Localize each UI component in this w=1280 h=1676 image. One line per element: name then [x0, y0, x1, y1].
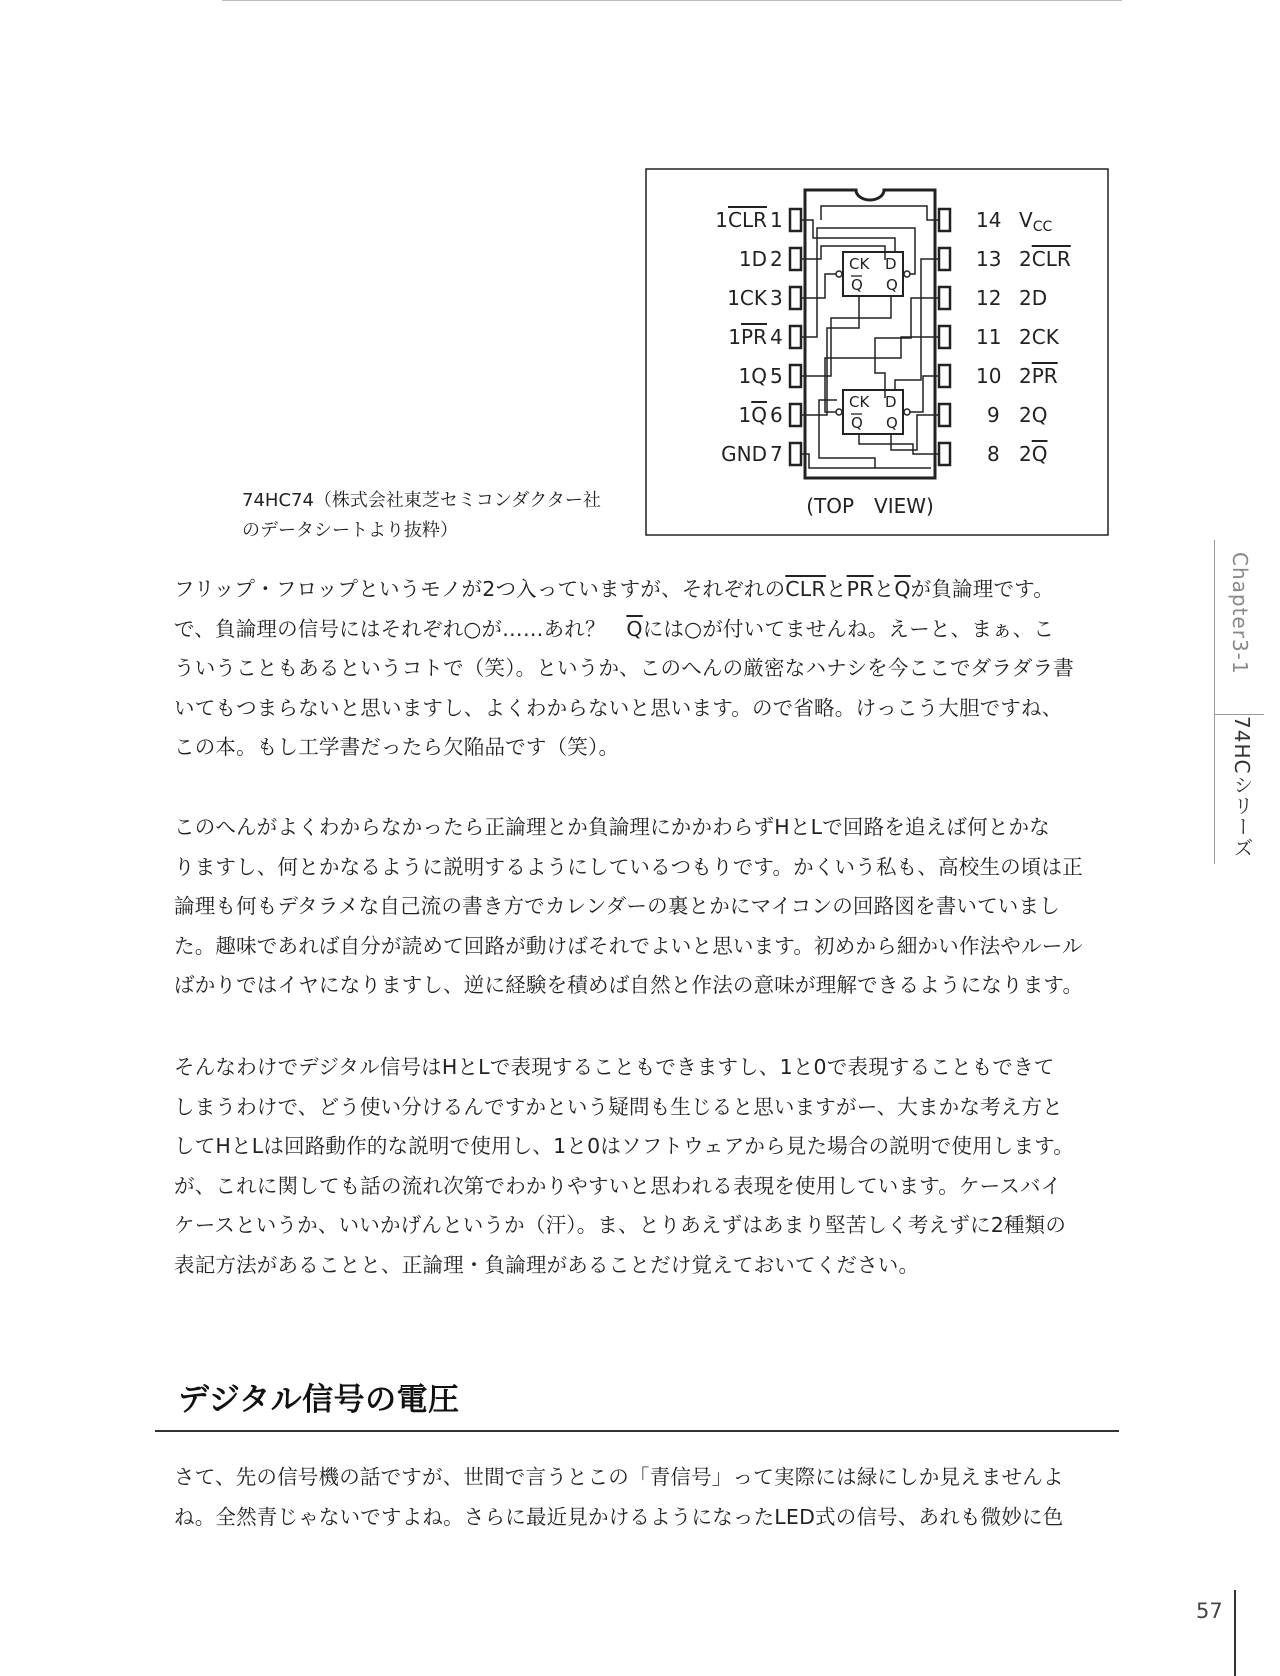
p3-line-1: そんなわけでデジタル信号はHとLで表現することもできますし、1と0で表現することもできて	[174, 1055, 1055, 1079]
pin-12-label: 2D	[1019, 286, 1048, 310]
ff2-ck-label: CK	[849, 393, 870, 411]
pin-6-number: 6	[770, 403, 783, 427]
p3-line-4: が、これに関しても話の流れ次第でわかりやすいと思われる表現を使用しています。ケースバイ	[174, 1173, 1062, 1198]
p3-line-2: しまうわけで、どう使い分けるんですかという疑問も生じると思いますがー、大まかな考え方と	[174, 1094, 1063, 1119]
p1-line-4: いてもつまらないと思いますし、よくわからないと思います。ので省略。けっこう大胆ですね、	[174, 695, 1063, 720]
p1-line-1: フリップ・フロップというモノが2つ入っていますが、それぞれの$\overline{CLR}$と$\overline{PR}$と$\overline{Q}$が負論理です。	[174, 577, 1054, 601]
pin-4-number: 4	[770, 325, 783, 349]
left-pin-labels	[715, 208, 782, 466]
pin-10-number: 10	[976, 364, 1002, 388]
side-tab-divider	[1214, 540, 1215, 714]
p4-line-2: ね。全然青じゃないですよね。さらに最近見かけるようになったLED式の信号、あれも微妙に色	[174, 1504, 1064, 1529]
pin-9-label: 2Q	[1019, 403, 1048, 427]
pin-3-label: 1CK	[727, 286, 767, 310]
p2-line-1: このへんがよくわからなかったら正論理とか負論理にかかわらずHとLで回路を追えば何とかな	[174, 815, 1050, 839]
pin-13-number: 13	[976, 247, 1002, 271]
heading-rule	[155, 1430, 1119, 1432]
right-pin-labels	[976, 208, 1071, 466]
page-number-rule	[1234, 1590, 1236, 1676]
side-tab-divider	[1214, 714, 1215, 864]
caption-line-2: のデータシートより抜粋）	[242, 520, 458, 541]
pin-14-label: $V_{CC}$	[1019, 208, 1053, 235]
pin-13-label: 2CLR	[1019, 247, 1071, 271]
p3-line-3: してHとLは回路動作的な説明で使用し、1と0はソフトウェアから見た場合の説明で使用します。	[174, 1134, 1074, 1158]
pin-1-label: 1CLR	[715, 208, 767, 232]
page-number: 57	[1196, 1599, 1223, 1623]
pin-8-label: 2Q	[1019, 442, 1048, 466]
top-rule	[222, 0, 1122, 1]
pin-2-label: 1D	[738, 247, 767, 271]
internal-wiring	[801, 206, 939, 468]
pin-11-number: 11	[976, 325, 1002, 349]
paragraph-3	[174, 1048, 1124, 1285]
ff1-ck-label: CK	[849, 255, 870, 273]
p4-line-1: さて、先の信号機の話ですが、世間で言うとこの「青信号」って実際には緑にしか見えませんよ	[174, 1465, 1064, 1489]
pin-6-label: 1Q	[738, 403, 767, 427]
pin-14-number: 14	[976, 208, 1002, 232]
ff1-d-label: D	[885, 255, 897, 273]
pin-12-number: 12	[976, 286, 1002, 310]
ff1-qbar-label: Q	[851, 276, 863, 294]
figure-caption	[242, 486, 601, 546]
paragraph-4	[174, 1458, 1124, 1537]
left-pin-stubs	[790, 209, 801, 465]
right-pin-stubs	[939, 209, 950, 465]
pin-7-label: GND	[721, 442, 767, 466]
caption-line-1: 74HC74（株式会社東芝セミコンダクター社	[242, 490, 601, 511]
p2-line-3: 論理も何もデタラメな自己流の書き方でカレンダーの裏とかにマイコンの回路図を書いていまし	[174, 894, 1060, 918]
ff2-q-label: Q	[886, 414, 898, 432]
side-tab-chapter: Chapter3-1	[1228, 552, 1252, 675]
p1-line-3: ういうこともあるというコトで（笑）。というか、このへんの厳密なハナシを今ここでダラダラ書	[174, 656, 1074, 680]
side-tab-divider	[1214, 714, 1264, 715]
pin-2-number: 2	[770, 247, 783, 271]
pin-5-label: 1Q	[738, 364, 767, 388]
pin-11-label: 2CK	[1019, 325, 1059, 349]
section-heading: デジタル信号の電圧	[178, 1382, 460, 1418]
ff1-q-label: Q	[886, 276, 898, 294]
pin-8-number: 8	[987, 442, 1000, 466]
p1-line-5: この本。もし工学書だったら欠陥品です（笑）。	[174, 735, 620, 759]
pin-9-number: 9	[987, 403, 1000, 427]
pin-1-number: 1	[770, 208, 783, 232]
p2-line-5: ばかりではイヤになりますし、逆に経験を積めば自然と作法の意味が理解できるようになります。	[174, 973, 1084, 997]
paragraph-1	[174, 570, 1124, 768]
p3-line-5: ケースというか、いいかげんというか（汗）。ま、とりあえずはあまり堅苦しく考えずに2種類の	[174, 1213, 1067, 1237]
flip-flop-labels	[849, 255, 898, 432]
top-view-label: (TOP VIEW)	[806, 494, 934, 518]
pin-4-label: 1PR	[728, 325, 767, 349]
p2-line-2: りますし、何とかなるように説明するようにしているつもりです。かくいう私も、高校生の頃は正	[174, 854, 1083, 879]
p1-line-2: で、負論理の信号にはそれぞれ○が……あれ？ $\overline{Q}$には○が付いてませんね。えーと、まぁ、こ	[174, 616, 1055, 641]
ff2-qbar-label: Q	[851, 414, 863, 432]
p3-line-6: 表記方法があることと、正論理・負論理があることだけ覚えておいてください。	[174, 1252, 920, 1277]
pin-3-number: 3	[770, 286, 783, 310]
ff2-d-label: D	[885, 393, 897, 411]
ic-pinout-diagram	[645, 168, 1109, 536]
p2-line-4: た。趣味であれば自分が読めて回路が動けばそれでよいと思います。初めから細かい作法やルール	[174, 933, 1083, 958]
pin-10-label: 2PR	[1019, 364, 1058, 388]
pin-7-number: 7	[770, 442, 783, 466]
paragraph-2	[174, 808, 1124, 1006]
side-tab-series: 74HCシリーズ	[1230, 716, 1254, 859]
pin-5-number: 5	[770, 364, 783, 388]
